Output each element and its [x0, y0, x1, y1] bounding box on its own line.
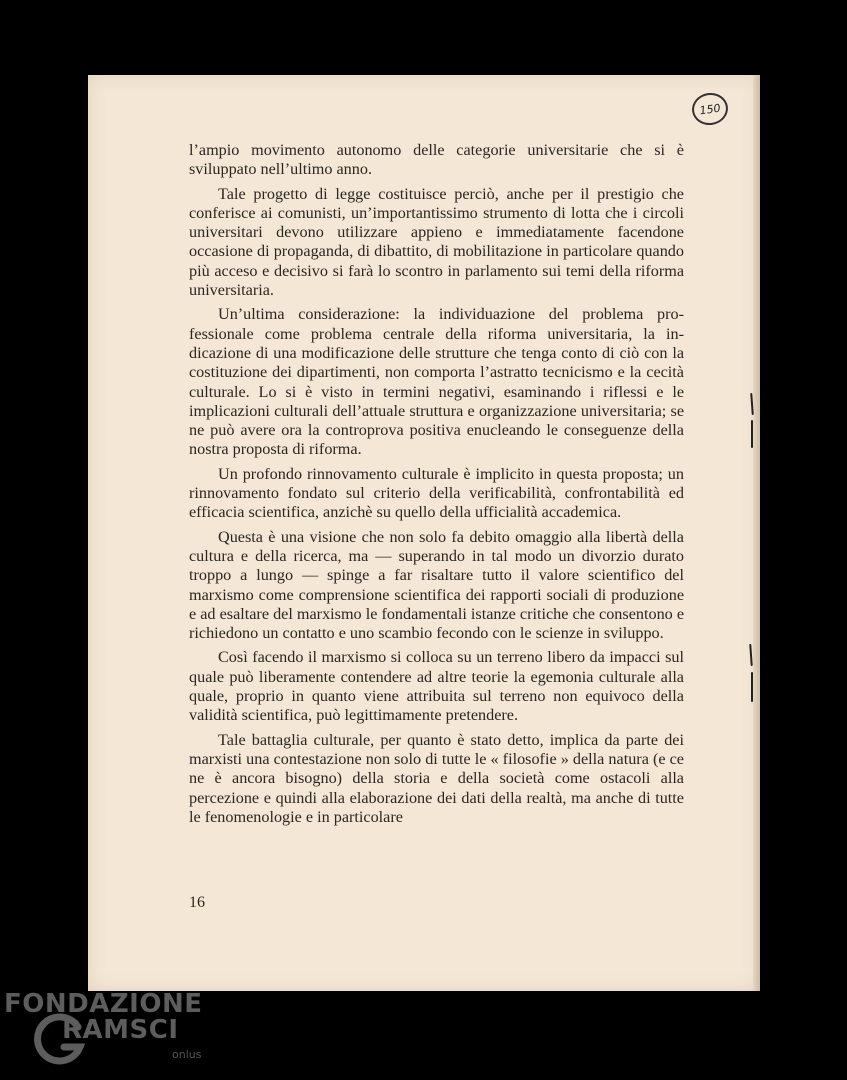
watermark-line-3: onlus [172, 1048, 202, 1061]
paragraph-6: Così facendo il marxismo si colloca su un terreno libero da impacci sul quale può liberamente contendere ad altre teorie la egemonia culturale alla quale, proprio in quanto viene attribuita sul terreno non equivoco della validità scientifica, può legittimamente pretendere. [189, 648, 684, 725]
body-text [189, 141, 684, 832]
page-number: 16 [189, 894, 205, 911]
paragraph-7: Tale battaglia culturale, per quanto è stato detto, implica da parte dei marxisti una contestazione non solo di tutte le « filosofie » della natura (e ce ne è ancora bisogno) della storia e della società come ostacoli alla percezione e quindi alla elaborazione dei dati della realtà, ma anche di tutte le fenomenologie e in particolare [189, 730, 684, 826]
paragraph-4: Un profondo rinnovamento culturale è implicito in questa proposta; un rinnovamento fondato sul criterio della verificabilità, confrontabilità ed efficacia scientifica, anzichè su quello della ufficialità accademica. [189, 464, 684, 522]
fondazione-gramsci-watermark [0, 985, 210, 1080]
archive-stamp: 150 [690, 91, 730, 128]
margin-mark [751, 672, 753, 702]
paragraph-2: Tale progetto di legge costituisce perciò, anche per il prestigio che conferisce ai comunisti, un’importantissimo strumento di lotta che i circoli universitari devono utilizzare appieno e immediatamente facendone occasione di propaganda, di dibattito, di mobilitazione in particolare quando più acceso e decisivo si farà lo scontro in parlamento sui temi della riforma universitaria. [189, 184, 684, 300]
margin-mark [751, 420, 753, 448]
paragraph-5: Questa è una visione che non solo fa debito omaggio alla libertà della cultura e della ricerca, ma — superando in tal modo un divorzio durato troppo a lungo — spinge a far risaltare tutto il valore scientifico del marxismo come comprensione scientifica dei rapporti sociali di produzione e ad esaltare del marxismo le fondamentali istanze critiche che consentono e richiedono un contatto e uno scambio fecondo con le scienze in sviluppo. [189, 527, 684, 643]
page-edge [753, 75, 760, 991]
paragraph-3: Un’ultima considerazione: la individuazione del problema professionale come problema centrale della riforma universitaria, la indicazione di una modificazione delle strutture che tenga conto di ciò con la costituzione dei dipartimenti, non comporta l’astratto tecnicismo e la cecità culturale. Lo si è visto in termini negativi, esaminando i riflessi e le implicazioni culturali dell’attuale struttura e organizzazione universitaria; se ne può avere ora la controprova positiva enucleando le conseguenze della nostra proposta di riforma. [189, 305, 684, 459]
paragraph-1: l’ampio movimento autonomo delle categorie universitarie che si è sviluppato nell’ultimo anno. [189, 141, 684, 179]
watermark-line-2: RAMSCI [62, 1015, 179, 1045]
watermark-line-1: FONDAZIONE [4, 989, 203, 1019]
